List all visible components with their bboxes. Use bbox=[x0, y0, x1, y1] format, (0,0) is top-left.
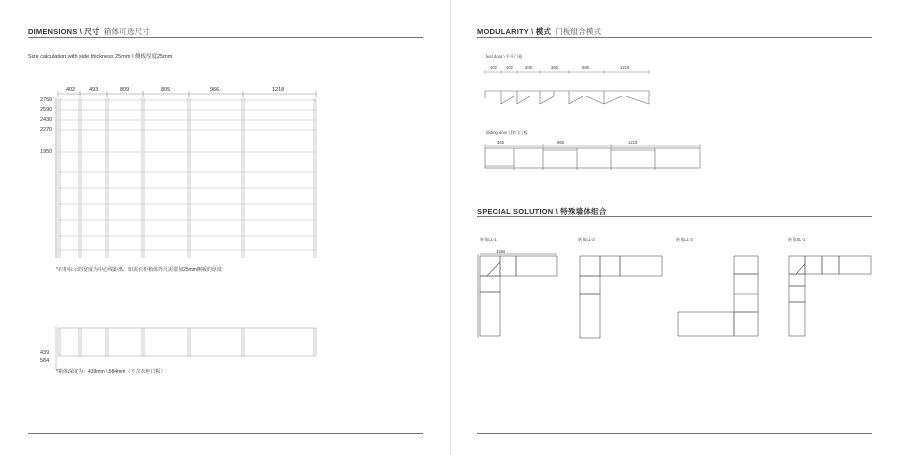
dimensions-subtitle: Size calculation with side thickness 25mm \ 侧板厚度25mm bbox=[28, 54, 173, 60]
height-label-3: 2430 bbox=[40, 117, 53, 123]
width-label-6: 1218 bbox=[272, 87, 285, 93]
leaf-width-3: 306 bbox=[525, 65, 532, 70]
solution-label-2: 转角LL-2 bbox=[578, 237, 595, 242]
left-footer-rule bbox=[28, 433, 423, 434]
height-label-4: 2270 bbox=[40, 127, 53, 133]
sliding-width-3: 1218 bbox=[628, 140, 638, 145]
depth-label-2: 584 bbox=[40, 358, 50, 364]
height-label-5: 1950 bbox=[40, 149, 53, 155]
dimensions-title-sub: 箱体可选尺寸 bbox=[103, 27, 150, 36]
leaf-door-label: leaf door \ 平开门板 bbox=[486, 54, 523, 59]
solution-dim-1: 1586 bbox=[496, 249, 506, 254]
height-label-1: 2750 bbox=[40, 97, 53, 103]
right-footer-rule bbox=[477, 433, 872, 434]
dimensions-title-text: DIMENSIONS \ 尺寸 bbox=[28, 27, 100, 36]
leaf-width-4: 365 bbox=[551, 65, 558, 70]
width-label-1: 402 bbox=[66, 87, 76, 93]
depth-label-1: 439 bbox=[40, 350, 50, 356]
leaf-width-6: 1218 bbox=[620, 65, 630, 70]
sliding-width-1: 365 bbox=[497, 140, 504, 145]
special-solution-title: SPECIAL SOLUTION \ 特殊墙体组合 bbox=[477, 207, 607, 216]
width-note: *衣柜标示的宽度为中心线距离，如需衣柜箱体外尺需要加25mm侧板的厚度 bbox=[56, 267, 222, 273]
width-label-2: 493 bbox=[89, 87, 99, 93]
sliding-door-label: sliding door \ 移门门板 bbox=[486, 130, 528, 135]
modularity-title-text: MODULARITY \ 模式 bbox=[477, 27, 552, 36]
width-label-5: 966 bbox=[210, 87, 220, 93]
leaf-width-1: 402 bbox=[490, 65, 497, 70]
solution-label-1: 转角LL-1 bbox=[480, 237, 497, 242]
leaf-width-5: 966 bbox=[582, 65, 589, 70]
sliding-width-2: 966 bbox=[557, 140, 564, 145]
width-label-3: 809 bbox=[120, 87, 130, 93]
solution-label-4: 转角SL-1 bbox=[788, 237, 806, 242]
special-solution-drawing bbox=[450, 0, 900, 455]
depth-note: *箱体深度为：439mm \ 584mm（不含衣柜门板） bbox=[56, 369, 166, 375]
solution-label-3: 转角LL-3 bbox=[676, 237, 693, 242]
modularity-title-sub: 门板组合模式 bbox=[555, 27, 602, 36]
height-label-2: 2590 bbox=[40, 107, 53, 113]
leaf-width-2: 402 bbox=[506, 65, 513, 70]
width-label-4: 805 bbox=[161, 87, 171, 93]
